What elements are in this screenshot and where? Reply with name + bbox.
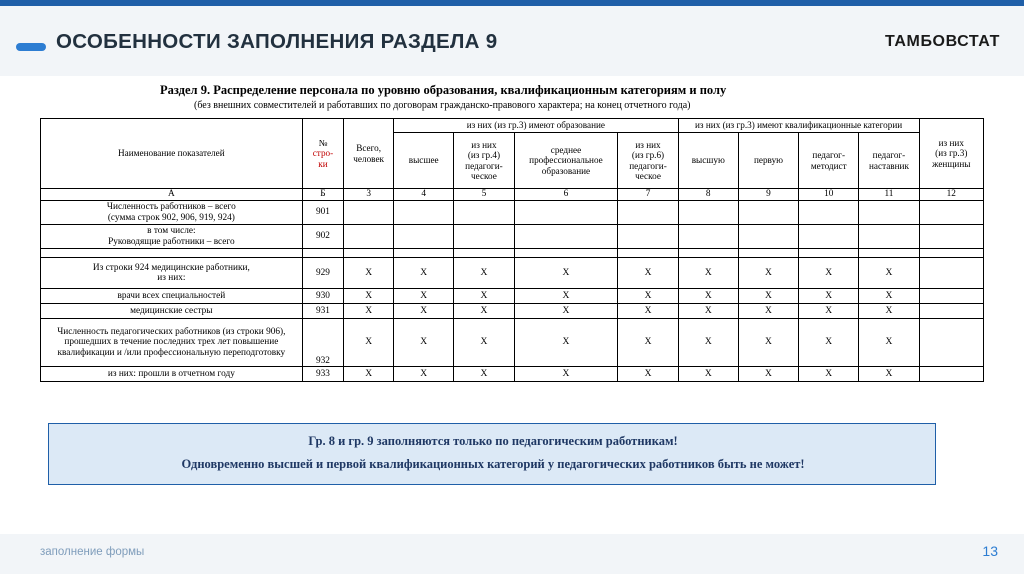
row-929-name-l1: Из строки 924 медицинские работники, — [92, 262, 250, 273]
header-line-no-l2: стро- — [312, 148, 334, 159]
row-933-c11[interactable]: Х — [859, 367, 919, 382]
header-cell-secondary-prof: среднее профессиональное образование — [514, 133, 618, 189]
row-931-c4[interactable]: Х — [394, 304, 454, 319]
row-933-c3[interactable]: Х — [344, 367, 394, 382]
header-cell-higher-ped — [454, 133, 514, 189]
row-932-line-no: 932 — [302, 319, 344, 367]
row-901-c10[interactable] — [799, 201, 859, 225]
table-row — [41, 225, 984, 249]
col-code-12: 12 — [919, 189, 983, 201]
row-name-901 — [41, 201, 303, 225]
row-901-line-no: 901 — [302, 201, 344, 225]
row-901-name-l2: (сумма строк 902, 906, 919, 924) — [107, 212, 235, 223]
personnel-distribution-table — [40, 118, 984, 382]
row-901-c6[interactable] — [514, 201, 618, 225]
row-902-c6[interactable] — [514, 225, 618, 249]
row-929-c11[interactable]: Х — [859, 258, 919, 289]
row-932-c7[interactable]: Х — [618, 319, 678, 367]
row-901-c3[interactable] — [344, 201, 394, 225]
row-932-c6[interactable]: Х — [514, 319, 618, 367]
header-women-l3: женщины — [932, 158, 971, 169]
header-cell-q-first: первую — [738, 133, 798, 189]
row-929-c10[interactable]: Х — [799, 258, 859, 289]
row-929-c7[interactable]: Х — [618, 258, 678, 289]
row-933-line-no: 933 — [302, 367, 344, 382]
row-902-c7[interactable] — [618, 225, 678, 249]
row-902-c4[interactable] — [394, 225, 454, 249]
row-929-c3[interactable]: Х — [344, 258, 394, 289]
row-930-c5[interactable]: Х — [454, 289, 514, 304]
page-number: 13 — [982, 543, 998, 559]
gap-c4 — [394, 249, 454, 258]
header-cell-name: Наименование показателей — [41, 119, 303, 189]
row-902-c3[interactable] — [344, 225, 394, 249]
section-title: Раздел 9. Распределение персонала по уровню образования, квалификационным категориям и полу — [160, 83, 727, 97]
row-931-c10[interactable]: Х — [799, 304, 859, 319]
col-code-9: 9 — [738, 189, 798, 201]
row-931-c9[interactable]: Х — [738, 304, 798, 319]
row-932-c3[interactable]: Х — [344, 319, 394, 367]
table-row — [41, 319, 984, 367]
row-929-line-no: 929 — [302, 258, 344, 289]
row-930-c3[interactable]: Х — [344, 289, 394, 304]
row-901-c5[interactable] — [454, 201, 514, 225]
secondary-ped-l4: ческое — [635, 170, 661, 181]
row-932-c8[interactable]: Х — [678, 319, 738, 367]
col-code-6: 6 — [514, 189, 618, 201]
row-901-c12[interactable] — [919, 201, 983, 225]
row-902-c8[interactable] — [678, 225, 738, 249]
row-933-c4[interactable]: Х — [394, 367, 454, 382]
table-row — [41, 304, 984, 319]
row-930-c9[interactable]: Х — [738, 289, 798, 304]
row-901-c4[interactable] — [394, 201, 454, 225]
row-name-930: врачи всех специальностей — [41, 289, 303, 304]
col-code-10: 10 — [799, 189, 859, 201]
row-933-c5[interactable]: Х — [454, 367, 514, 382]
row-930-c4[interactable]: Х — [394, 289, 454, 304]
secondary-ped-l1: из них — [635, 139, 661, 150]
header-group-education: из них (из гр.3) имеют образование — [394, 119, 679, 133]
table-row — [41, 201, 984, 225]
secondary-ped-l3: педагоги- — [629, 160, 667, 171]
slide-header — [0, 0, 1024, 76]
row-933-c9[interactable]: Х — [738, 367, 798, 382]
note-line-2: Одновременно высшей и первой квалификационных категорий у педагогических работников быть не может! — [181, 457, 805, 471]
row-902-line-no: 902 — [302, 225, 344, 249]
row-932-c11[interactable]: Х — [859, 319, 919, 367]
row-930-c8[interactable]: Х — [678, 289, 738, 304]
col-code-3: 3 — [344, 189, 394, 201]
row-933-c10[interactable]: Х — [799, 367, 859, 382]
row-931-c11[interactable]: Х — [859, 304, 919, 319]
row-902-name-l1: в том числе: — [147, 226, 196, 237]
header-line-no-l1: № — [318, 138, 328, 149]
gap-line — [302, 249, 344, 258]
gap-c8 — [678, 249, 738, 258]
row-901-c7[interactable] — [618, 201, 678, 225]
row-933-c8[interactable]: Х — [678, 367, 738, 382]
q-mentor-l1: педагог- — [872, 150, 906, 161]
header-cell-line-no — [302, 119, 344, 189]
row-931-c3[interactable]: Х — [344, 304, 394, 319]
higher-ped-l2: (из гр.4) — [467, 150, 501, 161]
row-931-line-no: 931 — [302, 304, 344, 319]
gap-c7 — [618, 249, 678, 258]
row-932-c12[interactable] — [919, 319, 983, 367]
row-929-c4[interactable]: Х — [394, 258, 454, 289]
row-931-c5[interactable]: Х — [454, 304, 514, 319]
row-933-c7[interactable]: Х — [618, 367, 678, 382]
col-code-A: А — [41, 189, 303, 201]
col-code-7: 7 — [618, 189, 678, 201]
row-name-933: из них: прошли в отчетном году — [41, 367, 303, 382]
header-line-no-l3: ки — [318, 158, 328, 169]
note-line-1: Гр. 8 и гр. 9 заполняются только по педагогическим работникам! — [308, 434, 678, 448]
row-932-c4[interactable]: Х — [394, 319, 454, 367]
row-name-932: Численность педагогических работников (из строки 906), прошедших в течение последних трех лет повышение квалификации и /или профессиональную переподготовку — [41, 319, 303, 367]
row-901-c11[interactable] — [859, 201, 919, 225]
row-931-c6[interactable]: Х — [514, 304, 618, 319]
row-933-c12[interactable] — [919, 367, 983, 382]
row-name-929 — [41, 258, 303, 289]
col-code-4: 4 — [394, 189, 454, 201]
col-code-5: 5 — [454, 189, 514, 201]
header-cell-total: Всего, человек — [344, 119, 394, 189]
gap-c11 — [859, 249, 919, 258]
q-methodist-l1: педагог- — [812, 150, 846, 161]
gap-c9 — [738, 249, 798, 258]
row-931-c12[interactable] — [919, 304, 983, 319]
row-932-c9[interactable]: Х — [738, 319, 798, 367]
header-cell-q-methodist — [799, 133, 859, 189]
row-930-c7[interactable]: Х — [618, 289, 678, 304]
row-901-name-l1: Численность работников – всего — [106, 202, 236, 213]
row-931-c7[interactable]: Х — [618, 304, 678, 319]
row-930-c6[interactable]: Х — [514, 289, 618, 304]
header-cell-women — [919, 119, 983, 189]
page-title: ОСОБЕННОСТИ ЗАПОЛНЕНИЯ РАЗДЕЛА 9 — [56, 30, 498, 53]
table-row — [41, 367, 984, 382]
row-933-c6[interactable]: Х — [514, 367, 618, 382]
higher-ped-l1: из них — [471, 139, 497, 150]
row-929-c12[interactable] — [919, 258, 983, 289]
header-women-l2: (из гр.3) — [935, 148, 968, 159]
header-cell-q-highest: высшую — [678, 133, 738, 189]
row-930-c11[interactable]: Х — [859, 289, 919, 304]
gap-name — [41, 249, 303, 258]
row-931-c8[interactable]: Х — [678, 304, 738, 319]
row-902-c9[interactable] — [738, 225, 798, 249]
brand-logo: ТАМБОВСТАТ — [885, 33, 1000, 50]
gap-c6 — [514, 249, 618, 258]
row-929-c5[interactable]: Х — [454, 258, 514, 289]
col-code-8: 8 — [678, 189, 738, 201]
gap-c5 — [454, 249, 514, 258]
header-cell-secondary-ped — [618, 133, 678, 189]
row-929-c6[interactable]: Х — [514, 258, 618, 289]
gap-c12 — [919, 249, 983, 258]
q-methodist-l2: методист — [810, 160, 847, 171]
row-901-c8[interactable] — [678, 201, 738, 225]
higher-ped-l3: педагоги- — [465, 160, 503, 171]
col-code-B: Б — [302, 189, 344, 201]
row-930-c12[interactable] — [919, 289, 983, 304]
table-row — [41, 289, 984, 304]
row-name-931: медицинские сестры — [41, 304, 303, 319]
secondary-ped-l2: (из гр.6) — [631, 150, 665, 161]
row-902-c10[interactable] — [799, 225, 859, 249]
table-row — [41, 258, 984, 289]
col-code-11: 11 — [859, 189, 919, 201]
row-932-c10[interactable]: Х — [799, 319, 859, 367]
document-body — [0, 76, 1024, 534]
row-929-c8[interactable]: Х — [678, 258, 738, 289]
gap-c10 — [799, 249, 859, 258]
q-mentor-l2: наставник — [869, 160, 909, 171]
row-name-902 — [41, 225, 303, 249]
row-902-c5[interactable] — [454, 225, 514, 249]
row-929-name-l2: из них: — [157, 273, 186, 283]
section-subtitle: (без внешних совместителей и работавших по договорам гражданско-правового характера; на конец отчетного года) — [194, 100, 691, 111]
header-cell-higher-edu: высшее — [394, 133, 454, 189]
footer-label: заполнение формы — [40, 546, 145, 558]
row-932-c5[interactable]: Х — [454, 319, 514, 367]
gap-c3 — [344, 249, 394, 258]
row-930-c10[interactable]: Х — [799, 289, 859, 304]
row-902-c12[interactable] — [919, 225, 983, 249]
higher-ped-l4: ческое — [471, 170, 497, 181]
header-accent-bar — [0, 0, 1024, 6]
header-cell-q-mentor — [859, 133, 919, 189]
row-930-line-no: 930 — [302, 289, 344, 304]
table-column-code-row — [41, 189, 984, 201]
title-decoration-dash — [16, 43, 46, 51]
slide-footer — [0, 534, 1024, 574]
table-header-group-row — [41, 119, 984, 133]
row-902-name-l2: Руководящие работники – всего — [108, 236, 235, 247]
header-group-qualification: из них (из гр.3) имеют квалификационные категории — [678, 119, 919, 133]
row-929-c9[interactable]: Х — [738, 258, 798, 289]
row-901-c9[interactable] — [738, 201, 798, 225]
note-callout-box — [48, 423, 936, 485]
row-902-c11[interactable] — [859, 225, 919, 249]
header-women-l1: из них — [938, 138, 964, 149]
table-row-gap — [41, 249, 984, 258]
